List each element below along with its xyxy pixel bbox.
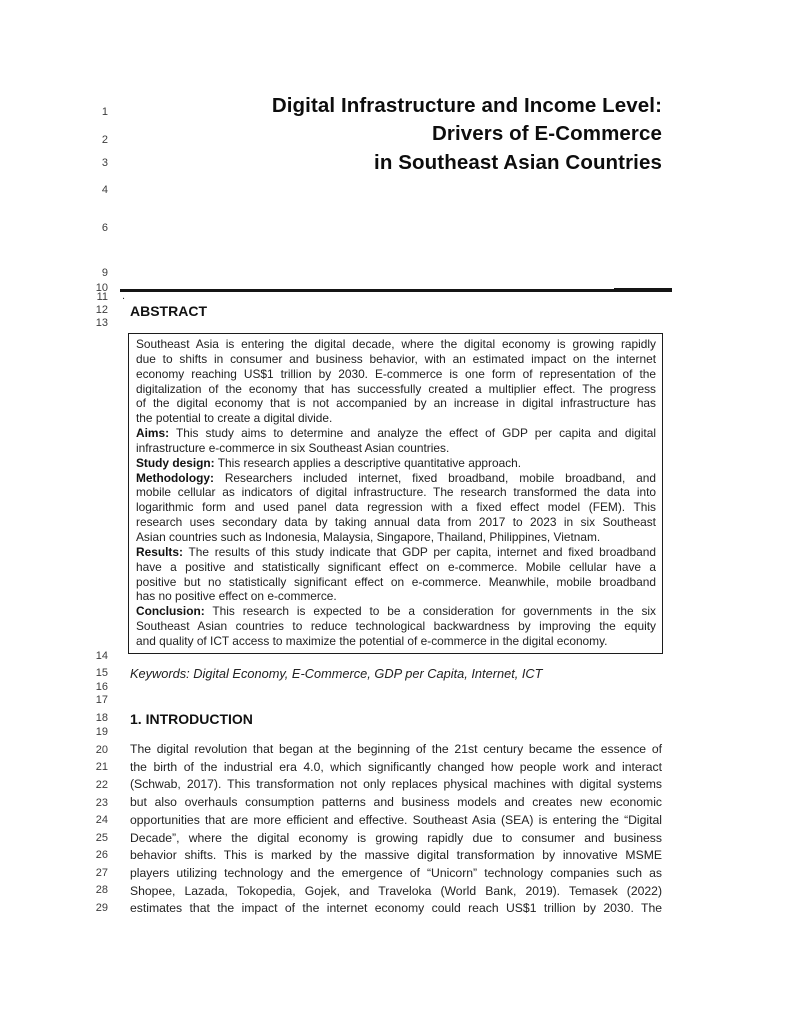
- abstract-divider-rule-end: [614, 288, 672, 292]
- introduction-paragraph: [130, 741, 662, 918]
- line-number: 29: [95, 902, 108, 914]
- line-number: 20: [95, 744, 108, 756]
- introduction-text-line: players utilizing technology and the emergence of “Unicorn” technology companies such as: [130, 865, 662, 880]
- line-number: 27: [95, 867, 108, 879]
- line-number: 17: [95, 694, 108, 706]
- abstract-text-line: Asian countries such as Indonesia, Malaysia, Singapore, Thailand, Philippines, Vietnam.: [136, 529, 601, 544]
- abstract-text-line: infrastructure e-commerce in six Southeast Asian countries.: [136, 440, 450, 455]
- introduction-text-line: (Schwab, 2017). This transformation not only replaces physical machines with digital systems: [130, 777, 662, 792]
- line-number: 11: [96, 291, 108, 303]
- line-number: 10: [95, 282, 108, 294]
- section-heading-introduction: 1. INTRODUCTION: [130, 711, 253, 727]
- line-number: 12: [95, 304, 108, 316]
- abstract-text-line: economy reaching US$1 trillion by 2030. E-commerce is one form of representation of the: [136, 366, 656, 381]
- abstract-text-line: Aims: This study aims to determine and analyze the effect of GDP per capita and digital: [136, 426, 656, 441]
- paper-title-line: in Southeast Asian Countries: [374, 150, 662, 174]
- line-number: 23: [95, 797, 108, 809]
- abstract-text-line: Study design: This research applies a descriptive quantitative approach.: [136, 455, 522, 470]
- abstract-text-line: the potential to create a digital divide.: [136, 411, 333, 426]
- line-number: 16: [95, 681, 108, 693]
- line-number: 9: [101, 267, 108, 279]
- line-number: 18: [95, 712, 108, 724]
- abstract-divider-rule: [120, 289, 669, 292]
- line-number: 13: [95, 317, 108, 329]
- introduction-text-line: opportunities that are more efficient and effective. Southeast Asia (SEA) is entering the “Digital: [130, 812, 662, 827]
- line-number: 25: [95, 832, 108, 844]
- abstract-text-line: Results: The results of this study indicate that GDP per capita, internet and fixed broadband: [136, 544, 656, 559]
- line-number: 1: [101, 106, 108, 118]
- paper-title-line: Digital Infrastructure and Income Level:: [271, 94, 662, 117]
- line-number: 26: [95, 849, 108, 861]
- paper-title: [130, 92, 662, 177]
- introduction-text-line: behavior shifts. This is marked by the massive digital transformation by innovative MSME: [130, 848, 662, 863]
- introduction-text-line: estimates that the impact of the internet economy could reach US$1 trillion by 2030. The: [130, 901, 662, 916]
- line-number: 4: [101, 184, 108, 196]
- abstract-text-line: Southeast Asian countries to reduce technological backwardness by improving the equity: [136, 619, 656, 634]
- line-number: 3: [101, 157, 108, 169]
- abstract-text-line: digitalization of the economy that has successfully created a multiplier effect. The progress: [136, 381, 656, 396]
- abstract-text-line: logarithmic form and used panel data regression with a fixed effect model (FEM). This: [136, 500, 656, 515]
- abstract-text-line: positive but no statistically significant effect on e-commerce. Meanwhile, mobile broadband: [136, 574, 656, 589]
- line-number: 19: [95, 726, 108, 738]
- introduction-text-line: Shopee, Lazada, Tokopedia, Gojek, and Traveloka (World Bank, 2019). Temasek (2022): [130, 883, 662, 898]
- abstract-text-line: Methodology: Researchers included internet, fixed broadband, mobile broadband, and: [136, 470, 656, 485]
- abstract-heading: ABSTRACT: [130, 303, 207, 319]
- abstract-text-line: research uses secondary data by taking annual data from 2017 to 2023 in six Southeast: [136, 515, 656, 530]
- abstract-text-line: has no positive effect on e-commerce.: [136, 589, 337, 604]
- line-number: 6: [101, 222, 108, 234]
- abstract-text-line: due to shifts in consumer and business behavior, with an estimated impact on the internet: [136, 351, 656, 366]
- abstract-text-line: of the digital economy that is not accompanied by an increase in digital infrastructure has: [136, 396, 656, 411]
- abstract-text-line: Southeast Asia is entering the digital decade, where the digital economy is growing rapidly: [136, 337, 656, 351]
- line-number: 22: [95, 779, 108, 791]
- stray-period: .: [122, 290, 126, 302]
- line-number: 28: [95, 884, 108, 896]
- line-number: 14: [95, 650, 108, 662]
- introduction-text-line: the birth of the industrial era 4.0, which significantly changed how people work and interact: [130, 759, 662, 774]
- introduction-text-line: Decade”, where the digital economy is growing rapidly due to consumer and business: [130, 830, 662, 845]
- keywords-line: Keywords: Digital Economy, E-Commerce, GDP per Capita, Internet, ICT: [130, 666, 543, 681]
- abstract-text-line: mobile cellular as indicators of digital infrastructure. The research transformed the data into: [136, 485, 656, 500]
- introduction-text-line: but also overhauls consumption patterns and business models and creates new economic: [130, 795, 662, 810]
- abstract-text-line: have a positive and statistically significant effect on e-commerce. Mobile cellular have a: [136, 559, 656, 574]
- line-number: 24: [95, 814, 108, 826]
- introduction-text-line: The digital revolution that began at the beginning of the 21st century became the essence of: [130, 742, 662, 756]
- line-number: 21: [95, 761, 108, 773]
- paper-title-line: Drivers of E-Commerce: [432, 122, 662, 146]
- line-number: 15: [95, 667, 108, 679]
- line-number: 2: [101, 134, 108, 146]
- abstract-text-line: and quality of ICT access to maximize the potential of e-commerce in the digital economy.: [136, 633, 608, 648]
- abstract-text-line: Conclusion: This research is expected to be a consideration for governments in the six: [136, 604, 656, 619]
- abstract-box: [128, 333, 663, 654]
